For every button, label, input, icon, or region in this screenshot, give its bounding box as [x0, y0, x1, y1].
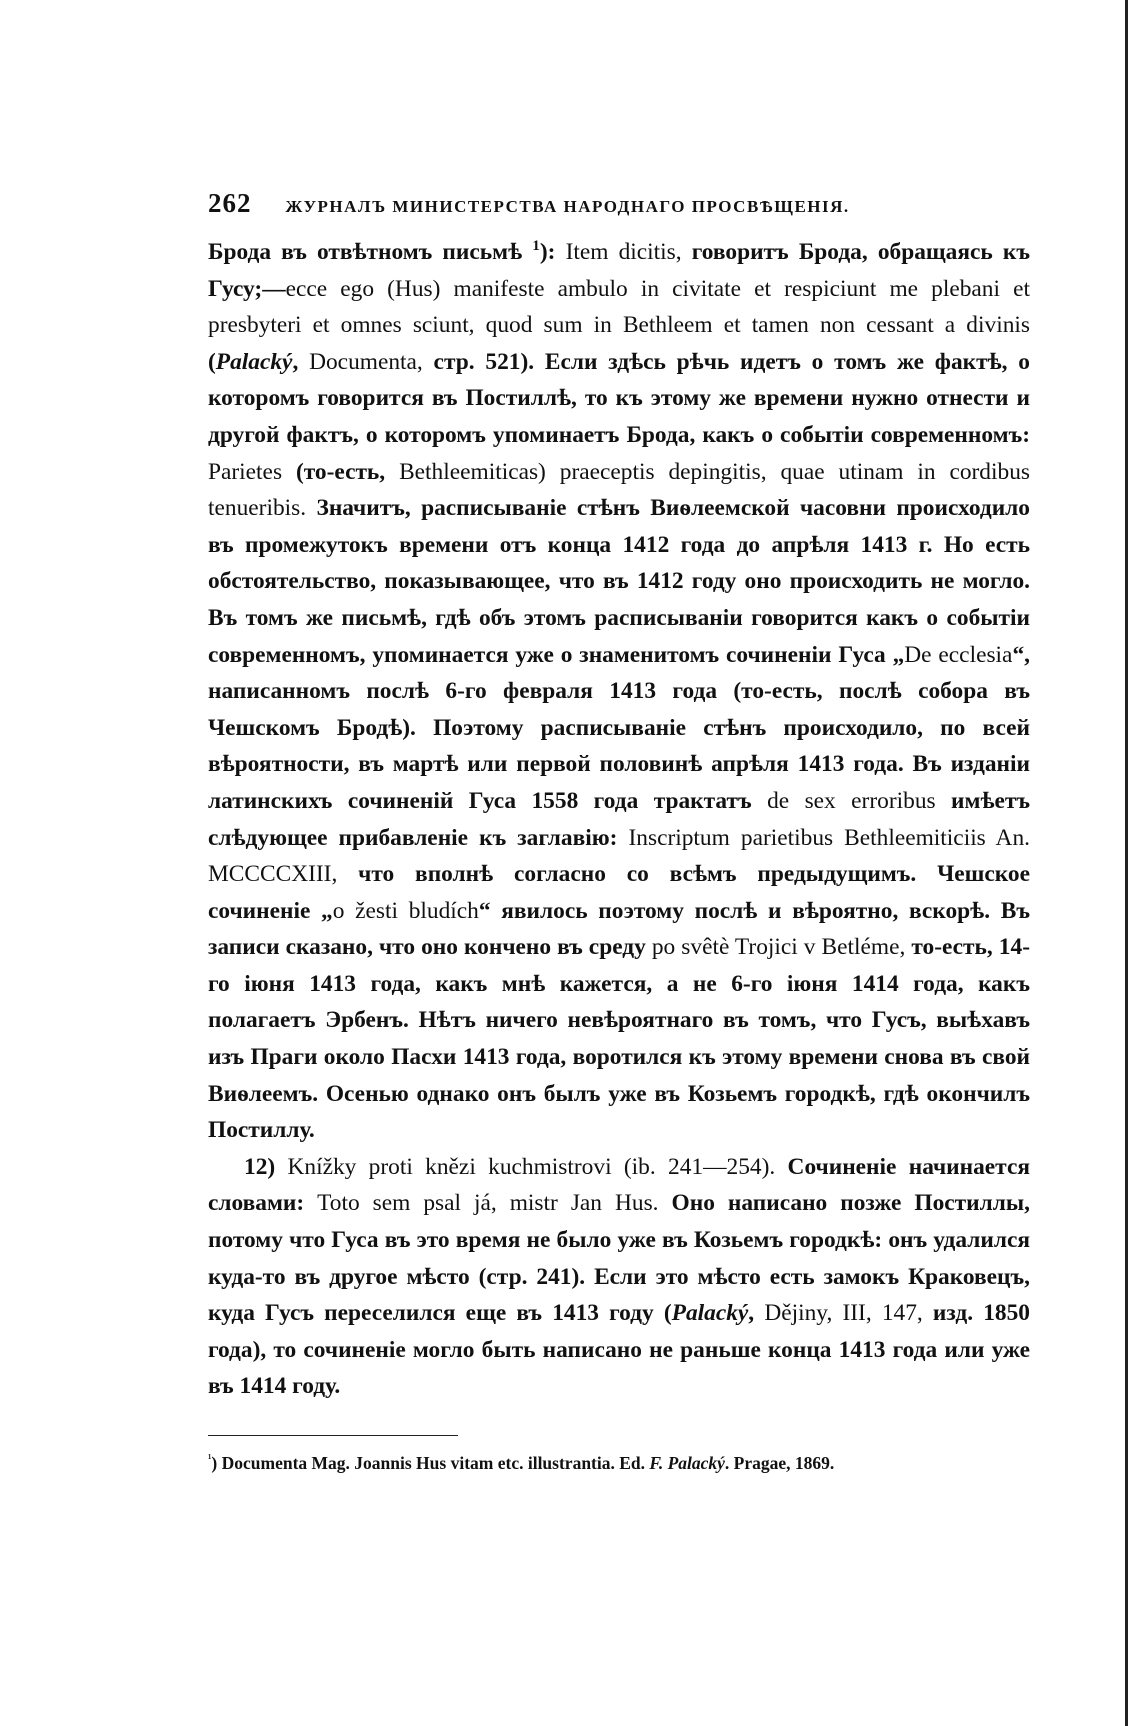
footnote-text: ) Documenta Mag. Joannis Hus vitam etc. illustrantia. Ed. — [211, 1453, 650, 1473]
text-run: имѣетъ слѣдующее прибавленіе къ заглавію: — [208, 787, 1031, 851]
running-head — [208, 188, 1030, 234]
latin-quote: Parietes — [208, 458, 283, 485]
journal-title: ЖУРНАЛЪ МИНИСТЕРСТВА НАРОДНАГО ПРОСВѢЩЕНІЯ. — [285, 197, 850, 216]
page-edge-line — [1125, 0, 1128, 1726]
text-run: 12) — [244, 1153, 288, 1180]
czech-title: o žesti bludích — [332, 897, 479, 924]
text-run: , — [292, 348, 310, 375]
latin-title: Documenta, — [309, 348, 423, 375]
czech-title: Dějiny, III, 147, — [764, 1300, 923, 1327]
body-text — [208, 234, 1030, 1405]
text-run: “ явилось поэтому послѣ и вѣроятно, вскорѣ. Въ записи сказано, что оно кончено въ среду — [208, 897, 1030, 961]
text-run: ( — [208, 348, 216, 375]
text-run: (то-есть, — [282, 458, 400, 485]
paragraph-1 — [208, 234, 1030, 1149]
text-run: “, написанномъ послѣ 6-го февраля 1413 года (то-есть, послѣ собора въ Чешскомъ Бродѣ). Поэтому расписываніе стѣнъ происходило, по всей вѣроятности, въ мартѣ или первой половинѣ апрѣля 1413 года. Въ изданіи латинскихъ сочиненій Гуса 1558 года трактатъ — [208, 641, 1030, 814]
latin-title: De ecclesia — [904, 641, 1013, 668]
text-run: , — [748, 1300, 765, 1327]
text-run: что вполнѣ согласно со всѣмъ предыдущимъ. Чешское сочиненіе „ — [208, 861, 1030, 924]
text-run: говоритъ Брода, обращаясь къ Гусу;— — [208, 239, 1031, 302]
text-run: Значитъ, расписываніе стѣнъ Виѳлеемской часовни происходило въ промежутокъ времени отъ конца 1412 года до апрѣля 1413 г. Но есть обстоятельство, показывающее, что въ 1412 году оно происходить не могло. Въ томъ же письмѣ, гдѣ объ этомъ расписываніи говорится какъ о событіи современномъ, упоминается уже о знаменитомъ сочиненіи Гуса „ — [208, 495, 1030, 668]
latin-quote: ecce ego (Hus) manifeste ambulo in civitate et respiciunt me plebani et presbyteri et omnes sciunt, quod sum in Bethleem et tamen non cessant a divinis — [208, 275, 1030, 339]
book-page — [208, 188, 1030, 1479]
text-run: Сочиненіе начинается словами: — [208, 1153, 1030, 1217]
latin-quote: Bethleemiticas) praeceptis depingitis, quae utinam in cordibus tenueribis. — [208, 458, 1030, 522]
text-run: Брода въ отвѣтномъ письмѣ — [208, 239, 523, 265]
footnote — [208, 1448, 1030, 1479]
text-run: то-есть, 14-го іюня 1413 года, какъ мнѣ кажется, а не 6-го іюня 1414 года, какъ полагаетъ Эрбенъ. Нѣтъ ничего невѣроятнаго въ томъ, что Гусъ, выѣхавъ изъ Праги около Пасхи 1413 года, воротился къ этому времени снова въ свой Виѳлеемъ. Осенью однако онъ былъ уже въ Козьемъ городкѣ, гдѣ окончилъ Постиллу. — [208, 934, 1030, 1144]
footnote-mark: ¹ — [208, 1453, 212, 1466]
latin-quote: Item dicitis, — [565, 239, 682, 265]
page-number: 262 — [208, 188, 252, 218]
footnote-text: . Pragae, 1869. — [724, 1453, 835, 1473]
text-run: стр. 521). Если здѣсь рѣчь идетъ о томъ же фактѣ, о которомъ говорится въ Постиллѣ, то къ этому же времени нужно отнести и другой фактъ, о которомъ упоминаетъ Брода, какъ о событіи современномъ: — [208, 348, 1030, 448]
paragraph-2 — [208, 1149, 1030, 1405]
text-run: ): — [539, 239, 566, 265]
latin-title: de sex erroribus — [767, 787, 936, 814]
czech-title: Knížky proti knězi kuchmistrovi (ib. 241—254). — [287, 1153, 776, 1180]
footnote-editor: F. Palacký — [649, 1453, 725, 1473]
latin-quote: Inscriptum parietibus Bethleemiticiis An. MCCCCXIII, — [208, 824, 1030, 888]
author-name: Palacký — [671, 1300, 749, 1327]
text-run: изд. 1850 года), то сочиненіе могло быть написано не раньше конца 1413 года или уже въ 1414 году. — [208, 1300, 1030, 1400]
czech-quote: po svêtè Trojici v Betlémе, — [651, 934, 906, 961]
czech-quote: Toto sem psal já, mistr Jan Hus. — [317, 1190, 659, 1217]
text-run: Оно написано позже Постиллы, потому что Гуса въ это время не было уже въ Козьемъ городкѣ: онъ удалился куда-то въ другое мѣсто (стр. 241). Если это мѣсто есть замокъ Краковецъ, куда Гусъ переселился еще въ 1413 году ( — [208, 1190, 1030, 1327]
footnote-rule — [208, 1435, 458, 1436]
author-name: Palacký — [215, 348, 293, 375]
footnote-ref: 1 — [532, 237, 540, 255]
